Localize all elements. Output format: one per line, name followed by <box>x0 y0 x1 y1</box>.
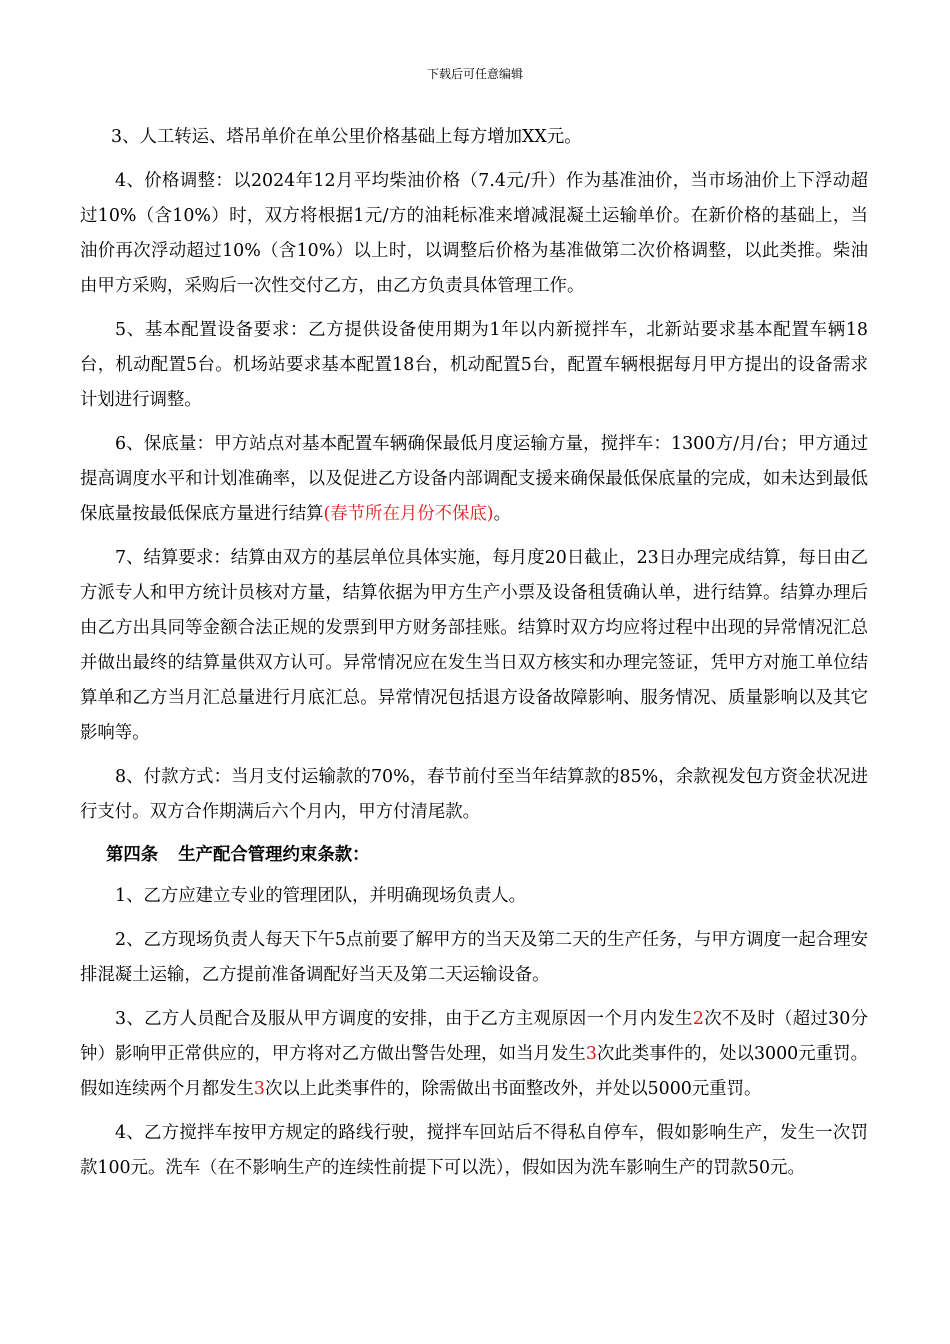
clause-item-4: 4、乙方搅拌车按甲方规定的路线行驶，搅拌车回站后不得私自停车，假如影响生产，发生一次罚款100元。洗车（在不影响生产的连续性前提下可以洗），假如因为洗车影响生产的罚款50元。 <box>80 1123 868 1178</box>
paragraph-item-8-payment: 8、付款方式：当月支付运输款的70%，春节前付至当年结算款的85%，余款视发包方资金状况进行支付。双方合作期满后六个月内，甲方付清尾款。 <box>80 767 868 822</box>
paragraph-item-6-highlight: (春节所在月份不保底) <box>323 504 494 524</box>
clause-item-2: 2、乙方现场负责人每天下午5点前要了解甲方的当天及第二天的生产任务，与甲方调度一起合理安排混凝土运输，乙方提前准备调配好当天及第二天运输设备。 <box>80 930 868 985</box>
clause-item-3 <box>80 1002 868 1107</box>
article-4-title: 生产配合管理约束条款： <box>178 845 370 865</box>
article-4-heading <box>80 839 868 872</box>
clause-3-count-3: 3 <box>253 1079 265 1099</box>
paragraph-item-4-price-adjustment: 4、价格调整：以2024年12月平均柴油价格（7.4元/升）作为基准油价，当市场油价上下浮动超过10%（含10%）时，双方将根据1元/方的油耗标准来增减混凝土运输单价。在新价格的基础上，当油价再次浮动超过10%（含10%）以上时，以调整后价格为基准做第二次价格调整，以此类推。柴油由甲方采购，采购后一次性交付乙方，由乙方负责具体管理工作。 <box>80 171 868 296</box>
paragraph-item-6-end: 。 <box>493 504 511 524</box>
clause-3-text-b: 次不及时（超过30分钟）影响甲正常供应的，甲方将对乙方做出警告处理，如当月发生 <box>80 1009 868 1064</box>
clause-3-count-1: 2 <box>692 1009 704 1029</box>
paragraph-item-7-settlement: 7、结算要求：结算由双方的基层单位具体实施，每月度20日截止，23日办理完成结算，每日由乙方派专人和甲方统计员核对方量，结算依据为甲方生产小票及设备租赁确认单，进行结算。结算办理后由乙方出具同等金额合法正规的发票到甲方财务部挂账。结算时双方均应将过程中出现的异常情况汇总并做出最终的结算量供双方认可。异常情况应在发生当日双方核实和办理完签证，凭甲方对施工单位结算单和乙方当月汇总量进行月底汇总。异常情况包括退方设备故障影响、服务情况、质量影响以及其它影响等。 <box>80 548 868 743</box>
paragraph-item-5-equipment: 5、基本配置设备要求：乙方提供设备使用期为1年以内新搅拌车，北新站要求基本配置车辆18台，机动配置5台。机场站要求基本配置18台，机动配置5台，配置车辆根据每月甲方提出的设备需求计划进行调整。 <box>80 320 868 410</box>
paragraph-item-6-minimum-volume <box>80 427 868 532</box>
clause-item-1: 1、乙方应建立专业的管理团队，并明确现场负责人。 <box>115 886 527 906</box>
article-4-number: 第四条 <box>106 845 159 865</box>
clause-3-text-d: 次以上此类事件的，除需做出书面整改外，并处以5000元重罚。 <box>265 1079 762 1099</box>
clause-3-text-c: 次此类事件的，处以3000元重罚。假如连续两个月都发生 <box>80 1044 868 1099</box>
clause-3-text-a: 3、乙方人员配合及服从甲方调度的安排，由于乙方主观原因一个月内发生 <box>115 1009 693 1029</box>
paragraph-item-3: 3、人工转运、塔吊单价在单公里价格基础上每方增加XX元。 <box>111 127 582 147</box>
clause-3-count-2: 3 <box>585 1044 597 1064</box>
paragraph-item-6-text: 6、保底量：甲方站点对基本配置车辆确保最低月度运输方量，搅拌车：1300方/月/台；甲方通过提高调度水平和计划准确率，以及促进乙方设备内部调配支援来确保最低保底量的完成，如未达到最低保底量按最低保底方量进行结算 <box>80 434 868 524</box>
page-header-note: 下载后可任意编辑 <box>426 67 523 81</box>
document-body <box>80 120 868 1195</box>
